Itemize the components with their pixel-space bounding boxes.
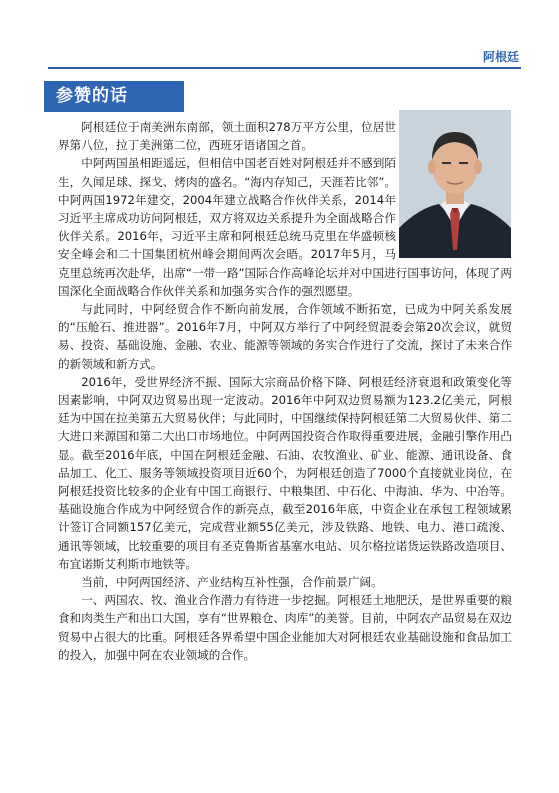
section-title: 参赞的话 (44, 81, 184, 112)
paragraph-2016-trade: 2016年，受世界经济不振、国际大宗商品价格下降、阿根廷经济衰退和政策变化等因素影响，中阿双边贸易出现一定波动。2016年中阿双边贸易额为123.2亿美元，阿根廷为中国在拉美第五大贸易伙伴；与此同时，中国继续保持阿根廷第二大贸易伙伴、第二大进口来源国和第二大出口市场地位。中阿两国投资合作取得重要进展，金融引擎作用凸显。截至2016年底，中国在阿根廷金融、石油、农牧渔业、矿业、能源、通讯设备、食品加工、化工、服务等领域投资项目近60个，为阿根廷创造了7000个直接就业岗位，在阿根廷投资比较多的企业有中国工商银行、中粮集团、中石化、中海油、华为、中冶等。基础设施合作成为中阿经贸合作的新亮点，截至2016年底，中资企业在承包工程领域累计签订合同额157亿美元，完成营业额55亿美元，涉及铁路、地铁、电力、港口疏浚、通讯等领域，比较重要的项目有圣克鲁斯省基塞水电站、贝尔格拉诺货运铁路改造项目、布宜诺斯艾利斯市地铁等。 (58, 374, 512, 571)
article-body (58, 118, 512, 664)
paragraph-agriculture: 一、两国农、牧、渔业合作潜力有待进一步挖掘。阿根廷土地肥沃，是世界重要的粮食和肉类生产和出口大国，享有“世界粮仓、肉库”的美誉。目前，中阿农产品贸易在双边贸易中占很大的比重。阿根廷各界希望中国企业能加大对阿根廷农业基础设施和食品加工的投入，加强中阿在农业领域的合作。 (58, 593, 512, 662)
paragraph-outlook: 当前，中阿两国经济、产业结构互补性强，合作前景广阔。 (81, 575, 383, 590)
header-country-label: 阿根廷 (482, 50, 519, 64)
portrait-wrap-space (396, 118, 512, 258)
paragraph-trade-cooperation: 与此同时，中阿经贸合作不断向前发展，合作领域不断拓宽，已成为中阿关系发展的“压舱石、推进器”。2016年7月，中阿双方举行了中阿经贸混委会第20次会议，就贸易、投资、基础设施、金融、农业、能源等领域的务实合作进行了交流，探讨了未来合作的新领域和新方式。 (58, 302, 512, 371)
paragraph-relations: 中阿两国虽相距遥远，但相信中国老百姓对阿根廷并不感到陌生，久闻足球、探戈、烤肉的盛名。“海内存知己，天涯若比邻”。中阿两国1972年建交，2004年建立战略合作伙伴关系，2014年习近平主席成功访问阿根廷，双方将双边关系提升为全面战略合作伙伴关系。2016年，习近平主席和阿根廷总统马克里在华盛顿核安全峰会和二十国集团杭州峰会期间两次会晤。2017年5月，马克里总统再次赴华，出席“一带一路”国际合作高峰论坛并对中国进行国事访问，体现了两国深化全面战略合作伙伴关系和加强务实合作的强烈愿望。 (58, 156, 512, 298)
header-divider (48, 67, 521, 69)
paragraph-intro: 阿根廷位于南美洲东南部，领土面积278万平方公里，位居世界第八位，拉丁美洲第二位，西班牙语诸国之首。 (58, 120, 396, 153)
